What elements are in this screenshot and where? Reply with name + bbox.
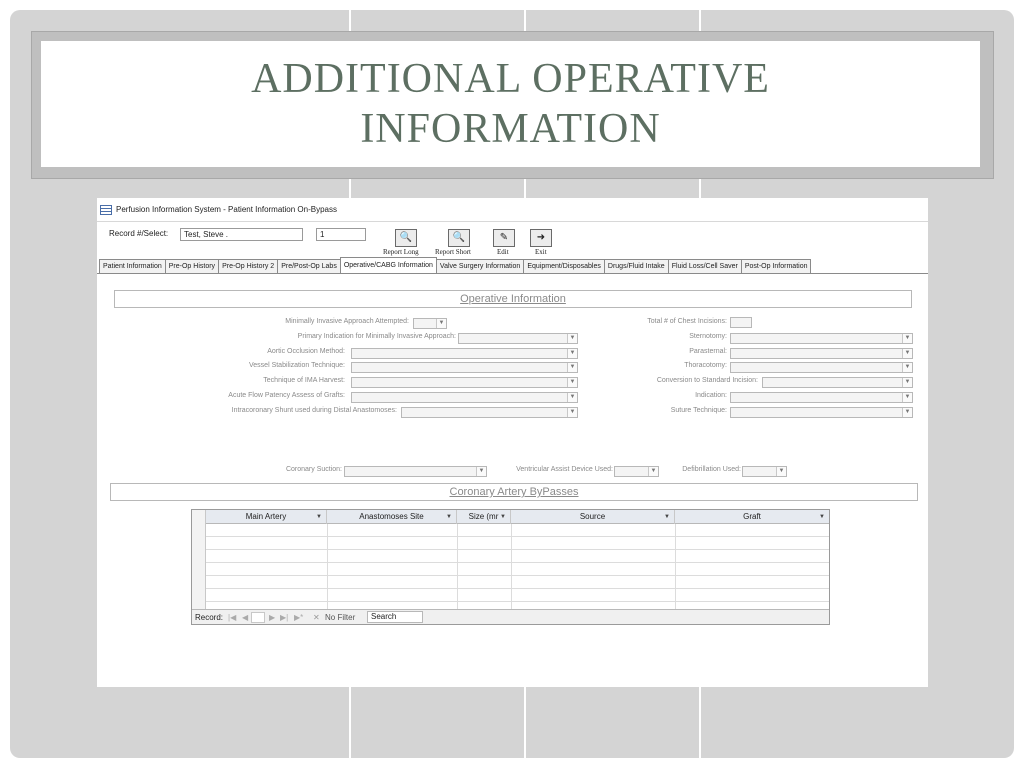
- chevron-down-icon: ▼: [902, 363, 912, 372]
- vad-used-combo[interactable]: [614, 466, 659, 477]
- field-label-coronary-suction: Coronary Suction:: [285, 466, 342, 473]
- new-record-icon[interactable]: ▶*: [294, 613, 304, 622]
- acute-flow-combo[interactable]: [351, 392, 578, 403]
- operative-information-title: Operative Information: [460, 293, 566, 305]
- tab-pre-op-history-2[interactable]: Pre-Op History 2: [218, 259, 278, 273]
- window-title: Perfusion Information System - Patient Information On-Bypass: [116, 205, 337, 214]
- indication-combo[interactable]: [730, 392, 913, 403]
- sternotomy-combo[interactable]: [730, 333, 913, 344]
- edit-button[interactable]: [493, 229, 515, 247]
- grid-divider: [327, 524, 328, 609]
- chevron-down-icon: ▼: [902, 378, 912, 387]
- conversion-standard-combo[interactable]: [762, 377, 913, 388]
- coronary-suction-combo[interactable]: [344, 466, 487, 477]
- report-long-button[interactable]: [395, 229, 417, 247]
- report-short-label: Report Short: [435, 248, 471, 256]
- tab-pre-op-history[interactable]: Pre-Op History: [165, 259, 219, 273]
- tab-baseline: [97, 273, 928, 274]
- chevron-down-icon: ▼: [902, 349, 912, 358]
- previous-record-icon[interactable]: ◀: [242, 613, 249, 622]
- tab-fluid-loss-cell-saver[interactable]: Fluid Loss/Cell Saver: [668, 259, 742, 273]
- search-input[interactable]: Search: [367, 611, 423, 623]
- chevron-down-icon: ▼: [567, 393, 577, 402]
- chevron-down-icon: ▼: [436, 319, 446, 328]
- slide-title: [251, 54, 770, 154]
- field-label-chest-incisions: Total # of Chest Incisions:: [647, 318, 727, 325]
- record-number-input[interactable]: 1: [316, 228, 366, 241]
- report-long-label: Report Long: [383, 248, 419, 256]
- edit-label: Edit: [497, 248, 509, 256]
- grid-header: [192, 510, 829, 524]
- slide-title-line2: INFORMATION: [360, 106, 661, 152]
- field-label-minimally-invasive: Minimally Invasive Approach Attempted:: [285, 318, 409, 325]
- exit-button[interactable]: [530, 229, 552, 247]
- exit-label: Exit: [535, 248, 547, 256]
- tab-drugs-fluid-intake[interactable]: Drugs/Fluid Intake: [604, 259, 669, 273]
- exit-door-icon: ➜: [536, 232, 546, 243]
- intracoronary-shunt-combo[interactable]: [401, 407, 578, 418]
- field-label-suture-technique: Suture Technique:: [670, 407, 727, 414]
- tab-valve-surgery-information[interactable]: Valve Surgery Information: [436, 259, 524, 273]
- window-titlebar: [97, 198, 928, 222]
- aortic-occlusion-combo[interactable]: [351, 348, 578, 359]
- vessel-stabilization-combo[interactable]: [351, 362, 578, 373]
- defibrillation-used-combo[interactable]: [742, 466, 787, 477]
- last-record-icon[interactable]: ▶|: [280, 613, 289, 622]
- chevron-down-icon: ▼: [902, 393, 912, 402]
- field-label-thoracotomy: Thoracotomy:: [684, 362, 727, 369]
- tab-post-op-information[interactable]: Post-Op Information: [741, 259, 812, 273]
- suture-technique-combo[interactable]: [730, 407, 913, 418]
- ima-harvest-combo[interactable]: [351, 377, 578, 388]
- form-icon: [100, 205, 112, 215]
- chevron-down-icon: ▼: [902, 334, 912, 343]
- chevron-down-icon: ▼: [567, 378, 577, 387]
- column-header-size[interactable]: Size (mr ▼: [457, 510, 511, 524]
- field-label-defibrillation-used: Defibrillation Used:: [682, 466, 741, 473]
- tab-operative-cabg-information[interactable]: Operative/CABG Information: [340, 257, 437, 272]
- chevron-down-icon: ▼: [316, 514, 322, 520]
- chevron-down-icon: ▼: [902, 408, 912, 417]
- title-box: [41, 41, 980, 167]
- app-window: [97, 198, 928, 687]
- tab-pre-post-op-labs[interactable]: Pre/Post-Op Labs: [277, 259, 341, 273]
- tab-equipment-disposables[interactable]: Equipment/Disposables: [523, 259, 605, 273]
- field-label-primary-indication: Primary Indication for Minimally Invasive Approach:: [297, 333, 456, 340]
- record-select-input[interactable]: Test, Steve .: [180, 228, 303, 241]
- column-header-graft[interactable]: Graft ▼: [675, 510, 829, 524]
- slide-title-line1: ADDITIONAL OPERATIVE: [251, 56, 770, 102]
- chevron-down-icon: ▼: [567, 349, 577, 358]
- chevron-down-icon: ▼: [819, 514, 825, 520]
- chevron-down-icon: ▼: [500, 514, 506, 520]
- chevron-down-icon: ▼: [648, 467, 658, 476]
- column-header-anastomoses-site[interactable]: Anastomoses Site ▼: [327, 510, 457, 524]
- magnifier-report-icon: 🔍: [452, 232, 466, 243]
- tab-strip: [99, 259, 810, 273]
- tab-patient-information[interactable]: Patient Information: [99, 259, 166, 273]
- field-label-acute-flow: Acute Flow Patency Assess of Grafts:: [228, 392, 345, 399]
- field-label-parasternal: Parasternal:: [689, 348, 727, 355]
- no-filter-button[interactable]: No Filter: [325, 613, 356, 622]
- column-header-source[interactable]: Source ▼: [511, 510, 675, 524]
- record-navigation-bar: [192, 609, 829, 624]
- bypass-grid: [191, 509, 830, 625]
- column-header-main-artery[interactable]: Main Artery ▼: [206, 510, 327, 524]
- chevron-down-icon: ▼: [476, 467, 486, 476]
- record-selector-column[interactable]: [192, 510, 206, 609]
- field-label-sternotomy: Sternotomy:: [689, 333, 727, 340]
- field-label-vad-used: Ventricular Assist Device Used:: [516, 466, 613, 473]
- edit-document-icon: ✎: [499, 232, 509, 243]
- chevron-down-icon: ▼: [446, 514, 452, 520]
- current-record-field[interactable]: [251, 612, 265, 623]
- chevron-down-icon: ▼: [776, 467, 786, 476]
- field-label-intracoronary-shunt: Intracoronary Shunt used during Distal Anastomoses:: [231, 407, 397, 414]
- chevron-down-icon: ▼: [567, 334, 577, 343]
- parasternal-combo[interactable]: [730, 348, 913, 359]
- chevron-down-icon: ▼: [567, 363, 577, 372]
- chest-incisions-field[interactable]: [730, 317, 752, 328]
- chevron-down-icon: ▼: [567, 408, 577, 417]
- next-record-icon[interactable]: ▶: [269, 613, 276, 622]
- magnifier-report-icon: 🔍: [399, 232, 413, 243]
- grid-divider: [675, 524, 676, 609]
- filter-icon: ✕: [313, 613, 320, 622]
- record-select-label: Record #/Select:: [109, 229, 169, 238]
- grid-divider: [511, 524, 512, 609]
- minimally-invasive-combo[interactable]: [413, 318, 447, 329]
- chevron-down-icon: ▼: [664, 514, 670, 520]
- operative-information-header: [114, 290, 912, 308]
- primary-indication-combo[interactable]: [458, 333, 578, 344]
- field-label-indication: Indication:: [695, 392, 727, 399]
- record-nav-label: Record:: [195, 613, 224, 622]
- field-label-vessel-stabilization: Vessel Stabilization Technique:: [249, 362, 345, 369]
- first-record-icon[interactable]: |◀: [228, 613, 237, 622]
- report-short-button[interactable]: [448, 229, 470, 247]
- field-label-conversion-standard: Conversion to Standard Incision:: [656, 377, 758, 384]
- field-label-aortic-occlusion: Aortic Occlusion Method:: [267, 348, 345, 355]
- coronary-bypasses-title: Coronary Artery ByPasses: [449, 486, 579, 498]
- field-label-ima-harvest: Technique of IMA Harvest:: [263, 377, 345, 384]
- thoracotomy-combo[interactable]: [730, 362, 913, 373]
- grid-divider: [457, 524, 458, 609]
- coronary-bypasses-header: [110, 483, 918, 501]
